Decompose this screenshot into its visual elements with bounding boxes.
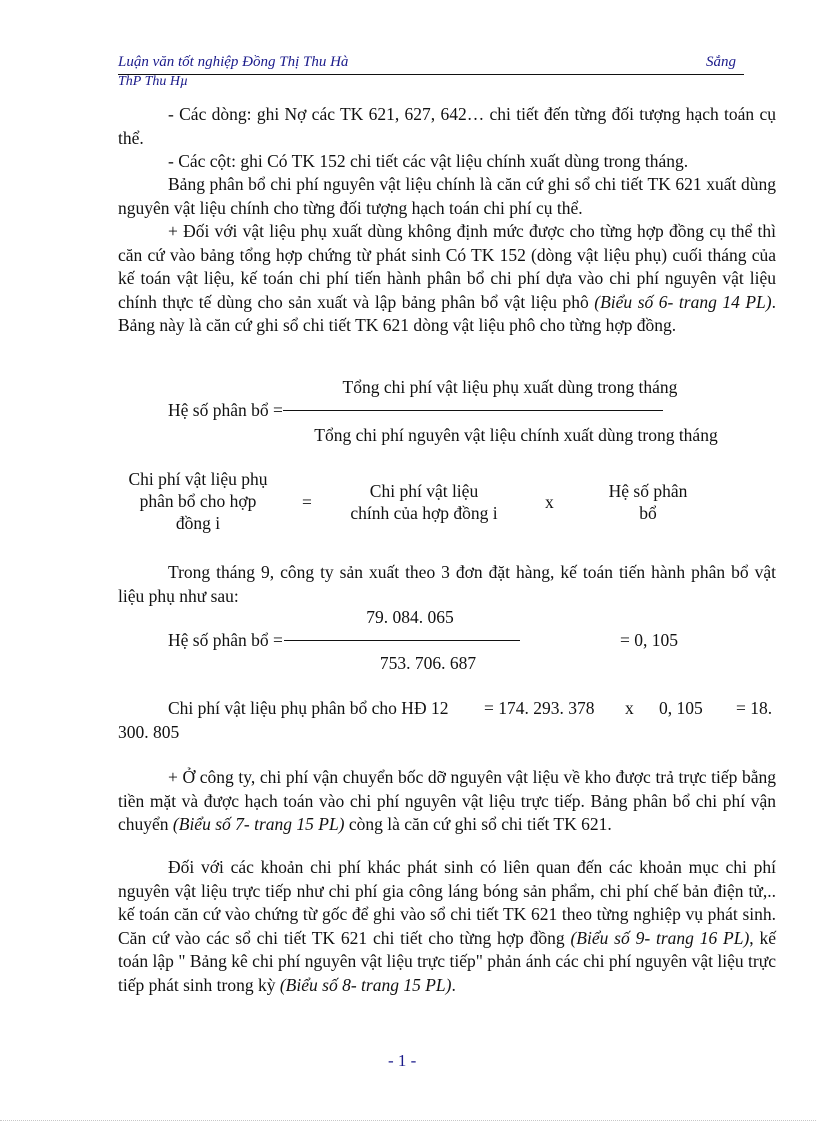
calc-result-end: 300. 805	[118, 721, 180, 742]
paragraph-7-end: còng là căn cứ ghi sổ chi tiết TK 621.	[344, 814, 612, 834]
paragraph-4-ref: (Biểu số 6- trang 14 PL)	[594, 291, 772, 312]
formula-2-left	[112, 468, 284, 534]
formula-1	[0, 370, 816, 450]
paragraph-7-text: + Ở công ty, chi phí vận chuyển bốc dỡ nguyên vật liệu về kho được trả trực tiếp bằng tiền mặt và được hạch toán vào chi phí nguyên vật liệu trực tiếp. Bảng phân bổ chi phí vận chuyển	[118, 767, 776, 834]
paragraph-4-end: . Bảng này là căn cứ ghi sổ chi tiết TK 621 dòng vật liệu phô cho từng hợp đồng.	[118, 291, 776, 335]
formula-1-denominator: Tổng chi phí nguyên vật liệu chính xuất dùng trong tháng	[314, 425, 718, 445]
formula-2-middle-line2: chính của hợp đồng i	[350, 503, 498, 523]
formula-2-right-line1: Hệ số phân	[608, 481, 688, 501]
paragraph-5: Trong tháng 9, công ty sản xuất theo 3 đơn đặt hàng, kế toán tiến hành phân bổ vật liệu phụ như sau:	[118, 562, 776, 606]
paragraph-3: Bảng phân bổ chi phí nguyên vật liệu chính là căn cứ ghi sổ chi tiết TK 621 xuất dùng nguyên vật liệu chính cho từng đối tượng hạch toán chi phí cụ thể.	[118, 174, 776, 218]
formula-2-right	[590, 480, 706, 524]
formula-3-denominator: 753. 706. 687	[379, 653, 477, 673]
paragraph-6	[0, 697, 816, 745]
header-sub: ThP Thu Hµ	[118, 74, 189, 89]
formula-2-left-line3: đồng i	[175, 513, 221, 533]
formula-2-middle	[330, 480, 518, 524]
formula-3-numerator: 79. 084. 065	[366, 607, 454, 627]
formula-2-times: x	[545, 492, 554, 512]
formula-2-equals: =	[302, 492, 312, 512]
paragraph-7	[118, 766, 776, 837]
formula-3	[0, 604, 816, 674]
formula-2-right-line2: bổ	[639, 503, 657, 523]
formula-2-middle-line1: Chi phí vật liệu	[369, 481, 479, 501]
calc-times: x	[625, 698, 634, 718]
paragraph-4	[118, 220, 776, 338]
calc-value: = 174. 293. 378	[484, 698, 595, 718]
paragraph-4-text: + Đối với vật liệu phụ xuất dùng không định mức được cho từng hợp đồng cụ thể thì căn cứ vào bảng tổng hợp chứng từ phát sinh Có TK 152 (dòng vật liệu phụ) cuối tháng của kế toán vật liệu, kế toán chi phí tiến hành phân bổ chi phí dựa vào chi phí nguyên vật liệu chính thực tế dùng cho sản xuất và lập bảng phân bổ vật liệu phô	[118, 221, 776, 312]
formula-3-fraction-bar	[284, 640, 520, 641]
paragraph-8	[118, 856, 776, 997]
formula-1-label: Hệ số phân bổ =	[168, 400, 283, 420]
calc-coefficient: 0, 105	[659, 698, 703, 718]
paragraph-8-ref-2: (Biểu số 8- trang 15 PL)	[279, 974, 452, 995]
formula-2-left-line2: phân bổ cho hợp	[139, 491, 257, 511]
formula-1-numerator: Tổng chi phí vật liệu phụ xuất dùng trong tháng	[342, 377, 678, 397]
paragraph-1: - Các dòng: ghi Nợ các TK 621, 627, 642… chi tiết đến từng đối tượng hạch toán cụ thể.	[118, 104, 776, 148]
calc-result-start: = 18.	[736, 698, 773, 718]
calc-label: Chi phí vật liệu phụ phân bổ cho HĐ 12	[168, 698, 449, 718]
formula-2-left-line1: Chi phí vật liệu phụ	[128, 469, 268, 489]
paragraph-8-mid: , kế toán lập " Bảng kê chi phí nguyên vật liệu trực tiếp" phản ánh các chi phí nguyên vật liệu trực tiếp phát sinh trong kỳ	[118, 927, 776, 995]
header-right: Sắng	[706, 54, 736, 70]
page-number: - 1 -	[388, 1051, 417, 1070]
formula-2	[0, 468, 816, 538]
header-left: Luận văn tốt nghiệp Đồng Thị Thu Hà	[118, 54, 349, 70]
paragraph-8-text: Đối với các khoản chi phí khác phát sinh có liên quan đến các khoản mục chi phí nguyên vật liệu trực tiếp như chi phí gia công láng bóng sản phẩm, chi phí chế bản điện tử,.. kế toán căn cứ vào chứng từ gốc để ghi vào sổ chi tiết TK 621 theo từng nghiệp vụ phát sinh. Căn cứ vào các sổ chi tiết TK 621 chi tiết cho từng hợp đồng	[118, 857, 776, 948]
paragraph-7-ref: (Biểu số 7- trang 15 PL)	[172, 814, 345, 834]
header-rule	[118, 74, 744, 75]
formula-3-result: = 0, 105	[620, 630, 678, 650]
formula-1-fraction-bar	[283, 410, 663, 411]
page-bottom-divider	[0, 1120, 816, 1121]
formula-3-label: Hệ số phân bổ =	[168, 630, 283, 650]
paragraph-8-ref-1: (Biểu số 9- trang 16 PL)	[570, 927, 750, 948]
paragraph-8-end: .	[451, 974, 456, 995]
paragraph-2: - Các cột: ghi Có TK 152 chi tiết các vật liệu chính xuất dùng trong tháng.	[168, 151, 689, 171]
